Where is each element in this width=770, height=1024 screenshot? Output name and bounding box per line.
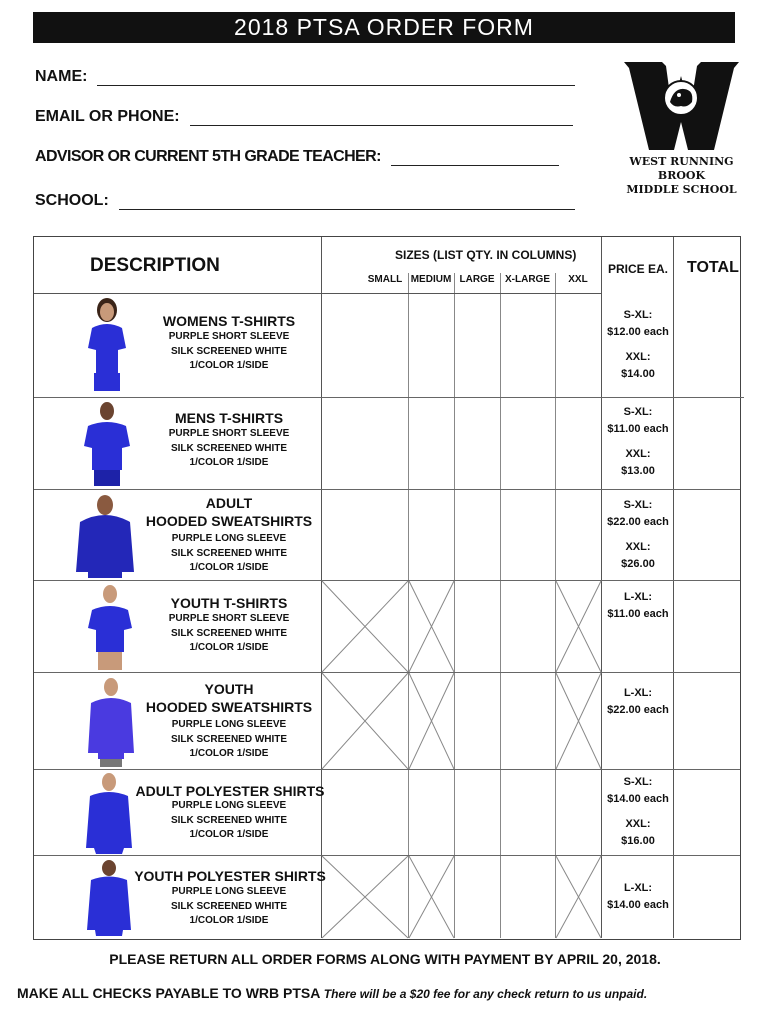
- logo-line2: MIDDLE SCHOOL: [626, 183, 737, 196]
- item-name: YOUTH POLYESTER SHIRTS: [134, 868, 326, 884]
- fee-notice-text: There will be a $20 fee for any check return to us unpaid.: [323, 987, 648, 1001]
- item-details: PURPLE LONG SLEEVE SILK SCREENED WHITE 1/COLOR 1/SIDE: [170, 533, 288, 573]
- womens-tshirt-photo-icon: [80, 298, 135, 393]
- adult-hoodie-photo-icon: [74, 492, 136, 578]
- x-mark-icon: [322, 581, 408, 672]
- item-name: WOMENS T-SHIRTS: [162, 313, 296, 329]
- item-details: PURPLE SHORT SLEEVE SILK SCREENED WHITE 1/COLOR 1/SIDE: [168, 613, 290, 653]
- price-header: PRICE EA.: [608, 262, 669, 276]
- total-header: TOTAL: [687, 259, 739, 276]
- item-details: PURPLE SHORT SLEEVE SILK SCREENED WHITE 1/COLOR 1/SIDE: [168, 428, 290, 468]
- youth-tshirt-photo-icon: [86, 582, 134, 670]
- size-medium-label: MEDIUM: [410, 274, 452, 285]
- item-name: MENS T-SHIRTS: [174, 410, 284, 426]
- form-title: 2018 PTSA ORDER FORM: [33, 12, 735, 43]
- item-price: S-XL: $14.00 each XXL: $16.00: [607, 776, 669, 847]
- x-mark-icon: [556, 856, 601, 938]
- item-price: S-XL: $12.00 each XXL: $14.00: [607, 309, 669, 380]
- school-label: SCHOOL:: [35, 192, 109, 209]
- size-small-label: SMALL: [367, 274, 403, 285]
- item-price: L-XL: $11.00 each: [607, 591, 669, 620]
- item-price: L-XL: $22.00 each: [607, 687, 669, 716]
- name-label: NAME:: [35, 68, 88, 85]
- item-name: ADULT HOODED SWEATSHIRTS: [145, 495, 313, 529]
- advisor-label: ADVISOR OR CURRENT 5TH GRADE TEACHER:: [35, 148, 381, 165]
- size-xlarge-label: X-LARGE: [505, 274, 550, 285]
- adult-polyester-photo-icon: [84, 772, 134, 854]
- x-mark-icon: [556, 673, 601, 769]
- size-xxl-label: XXL: [568, 274, 588, 285]
- description-header: DESCRIPTION: [90, 255, 220, 276]
- return-deadline-notice: PLEASE RETURN ALL ORDER FORMS ALONG WITH PAYMENT BY APRIL 20, 2018.: [109, 951, 661, 967]
- payment-notice: [17, 985, 647, 1001]
- logo-line1: WEST RUNNING BROOK: [629, 155, 734, 182]
- x-mark-icon: [556, 581, 601, 672]
- x-mark-icon: [322, 856, 408, 938]
- item-price: S-XL: $22.00 each XXL: $26.00: [607, 499, 669, 570]
- item-name: YOUTH T-SHIRTS: [170, 595, 288, 611]
- item-details: PURPLE LONG SLEEVE SILK SCREENED WHITE 1/COLOR 1/SIDE: [170, 886, 288, 926]
- item-name: YOUTH HOODED SWEATSHIRTS: [145, 681, 313, 715]
- item-price: S-XL: $11.00 each XXL: $13.00: [607, 406, 669, 477]
- item-details: PURPLE SHORT SLEEVE SILK SCREENED WHITE 1/COLOR 1/SIDE: [168, 331, 290, 371]
- item-details: PURPLE LONG SLEEVE SILK SCREENED WHITE 1/COLOR 1/SIDE: [170, 719, 288, 759]
- x-mark-icon: [409, 856, 454, 938]
- payable-to-text: MAKE ALL CHECKS PAYABLE TO WRB PTSA: [17, 985, 320, 1001]
- item-price: L-XL: $14.00 each: [607, 882, 669, 911]
- youth-polyester-photo-icon: [86, 858, 132, 936]
- x-mark-icon: [322, 673, 408, 769]
- item-name: ADULT POLYESTER SHIRTS: [135, 783, 325, 799]
- x-mark-icon: [409, 581, 454, 672]
- size-large-label: LARGE: [459, 274, 495, 285]
- x-mark-icon: [409, 673, 454, 769]
- email-phone-label: EMAIL OR PHONE:: [35, 108, 180, 125]
- mens-tshirt-photo-icon: [80, 400, 135, 486]
- sizes-header: SIZES (LIST QTY. IN COLUMNS): [395, 248, 577, 262]
- youth-hoodie-photo-icon: [86, 675, 136, 767]
- item-details: PURPLE LONG SLEEVE SILK SCREENED WHITE 1/COLOR 1/SIDE: [170, 800, 288, 840]
